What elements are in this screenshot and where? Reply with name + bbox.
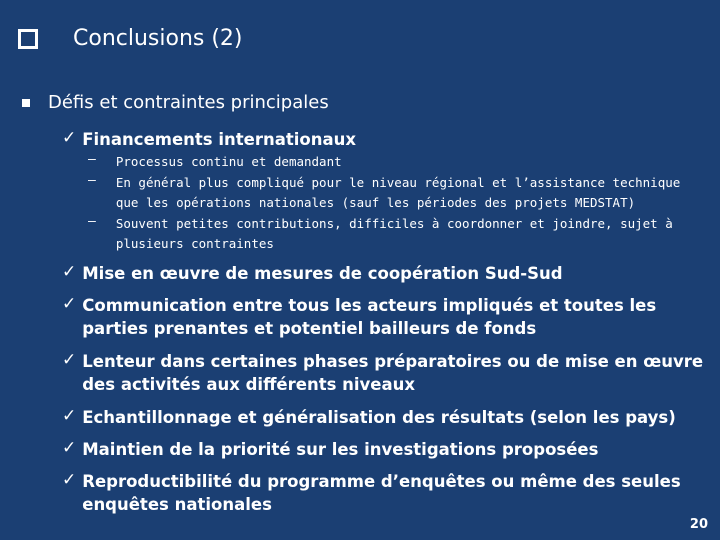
list-item-text: Maintien de la priorité sur les investigations proposées — [82, 440, 599, 459]
sub-list-item-text: En général plus compliqué pour le niveau régional et l’assistance technique que les opérations nationales (sauf les périodes des projets MEDSTAT) — [115, 175, 681, 210]
list-item — [62, 350, 712, 396]
list-item — [62, 406, 712, 429]
list-item — [62, 128, 712, 151]
main-bullet — [22, 92, 329, 113]
main-bullet-text: Défis et contraintes principales — [48, 92, 329, 113]
title-row — [18, 26, 243, 51]
square-bullet-icon — [22, 99, 30, 107]
list-item — [62, 294, 712, 340]
checkmark-icon: ✓ — [62, 294, 77, 314]
list-item-text: Echantillonnage et généralisation des résultats (selon les pays) — [82, 408, 676, 427]
list-item — [62, 470, 712, 516]
checkmark-icon: ✓ — [62, 350, 77, 370]
sub-list-item — [88, 173, 698, 213]
dash-bullet-icon: – — [88, 214, 96, 229]
checkmark-icon: ✓ — [62, 262, 77, 282]
checkmark-icon: ✓ — [62, 406, 77, 426]
sub-list-item — [88, 152, 698, 172]
list-item — [62, 438, 712, 461]
page-number: 20 — [689, 517, 708, 532]
slide-title: Conclusions (2) — [73, 26, 243, 51]
list-item-text: Communication entre tous les acteurs impliqués et toutes les parties prenantes et potentiel bailleurs de fonds — [82, 296, 657, 338]
checkmark-icon: ✓ — [62, 470, 77, 490]
list-item-text: Financements internationaux — [82, 130, 357, 149]
dash-bullet-icon: – — [88, 152, 96, 167]
list-item-text: Lenteur dans certaines phases préparatoires ou de mise en œuvre des activités aux différents niveaux — [82, 352, 704, 394]
list-item-text: Reproductibilité du programme d’enquêtes ou même des seules enquêtes nationales — [82, 472, 681, 514]
checkmark-icon: ✓ — [62, 438, 77, 458]
sub-list-item-text: Souvent petites contributions, difficiles à coordonner et joindre, sujet à plusieurs contraintes — [115, 216, 673, 251]
checkmark-icon: ✓ — [62, 128, 77, 148]
list-item-text: Mise en œuvre de mesures de coopération Sud-Sud — [82, 264, 563, 283]
title-square-icon — [18, 29, 38, 49]
list-item — [62, 262, 712, 285]
dash-bullet-icon: – — [88, 173, 96, 188]
sub-list-item-text: Processus continu et demandant — [115, 154, 342, 169]
sub-list-item — [88, 214, 698, 254]
